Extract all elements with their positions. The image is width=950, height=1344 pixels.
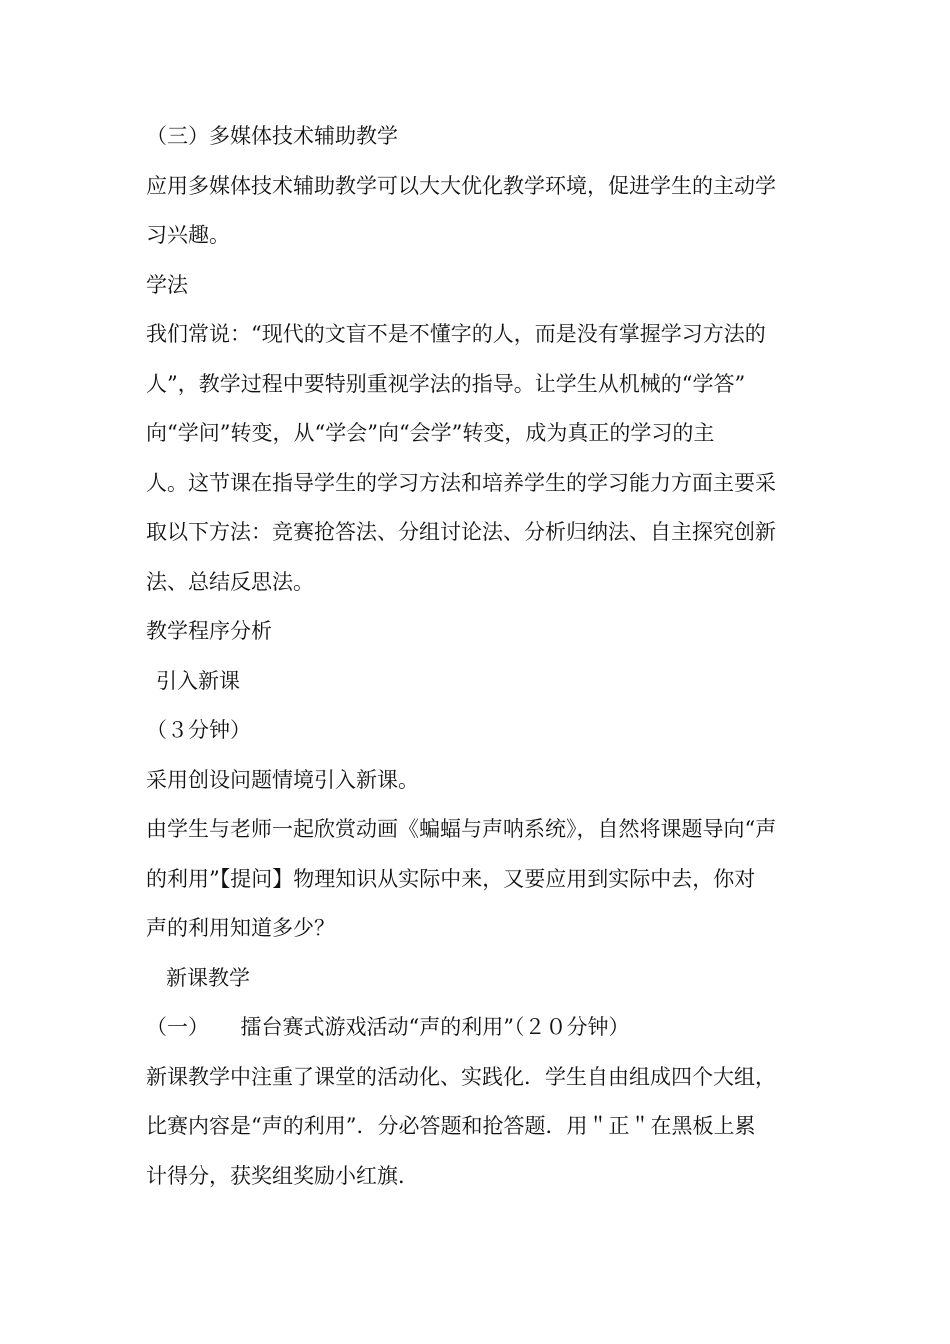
paragraph-line: 由学生与老师一起欣赏动画《蝙蝠与声呐系统》，自然将课题导向“声 bbox=[146, 817, 777, 841]
paragraph-line: 采用创设问题情境引入新课。 bbox=[146, 767, 419, 792]
paragraph-line: 计得分，获奖组奖励小红旗． bbox=[146, 1163, 419, 1188]
paragraph-line: 人。这节课在指导学生的学习方法和培养学生的学习能力方面主要采 bbox=[146, 470, 776, 495]
paragraph-line: 法、总结反思法。 bbox=[146, 569, 314, 594]
paragraph-line: 的利用”【提问】物理知识从实际中来，又要应用到实际中去，你对 bbox=[146, 866, 756, 891]
paragraph-line: 向“学问”转变，从“学会”向“会学”转变，成为真正的学习的主 bbox=[146, 421, 715, 445]
paragraph-line: 我们常说：“现代的文盲不是不懂字的人，而是没有掌握学习方法的 bbox=[146, 322, 766, 346]
subheading-new-lesson: 新课教学 bbox=[166, 965, 250, 990]
activity-heading: （一） 擂台赛式游戏活动“声的利用”（２０分钟） bbox=[146, 1015, 630, 1039]
paragraph-line: 比赛内容是“声的利用”．分必答题和抢答题．用＂正＂在黑板上累 bbox=[146, 1114, 756, 1138]
section-heading-multimedia: （三）多媒体技术辅助教学 bbox=[146, 124, 398, 148]
subheading-intro: 引入新课 bbox=[156, 668, 240, 693]
paragraph-line: 声的利用知道多少？ bbox=[146, 916, 335, 940]
paragraph-line: 人”，教学过程中要特别重视学法的指导。让学生从机械的“学答” bbox=[146, 371, 746, 396]
paragraph-line: 取以下方法：竞赛抢答法、分组讨论法、分析归纳法、自主探究创新 bbox=[146, 520, 776, 544]
paragraph-line: 应用多媒体技术辅助教学可以大大优化教学环境，促进学生的主动学 bbox=[146, 173, 776, 198]
paragraph-line: 新课教学中注重了课堂的活动化、实践化．学生自由组成四个大组， bbox=[146, 1064, 776, 1089]
section-heading-procedure: 教学程序分析 bbox=[146, 619, 272, 643]
paragraph-line: 习兴趣。 bbox=[146, 223, 230, 247]
document-page bbox=[146, 112, 816, 1201]
duration-label: （３分钟） bbox=[146, 718, 251, 742]
section-heading-study-method: 学法 bbox=[146, 272, 188, 297]
